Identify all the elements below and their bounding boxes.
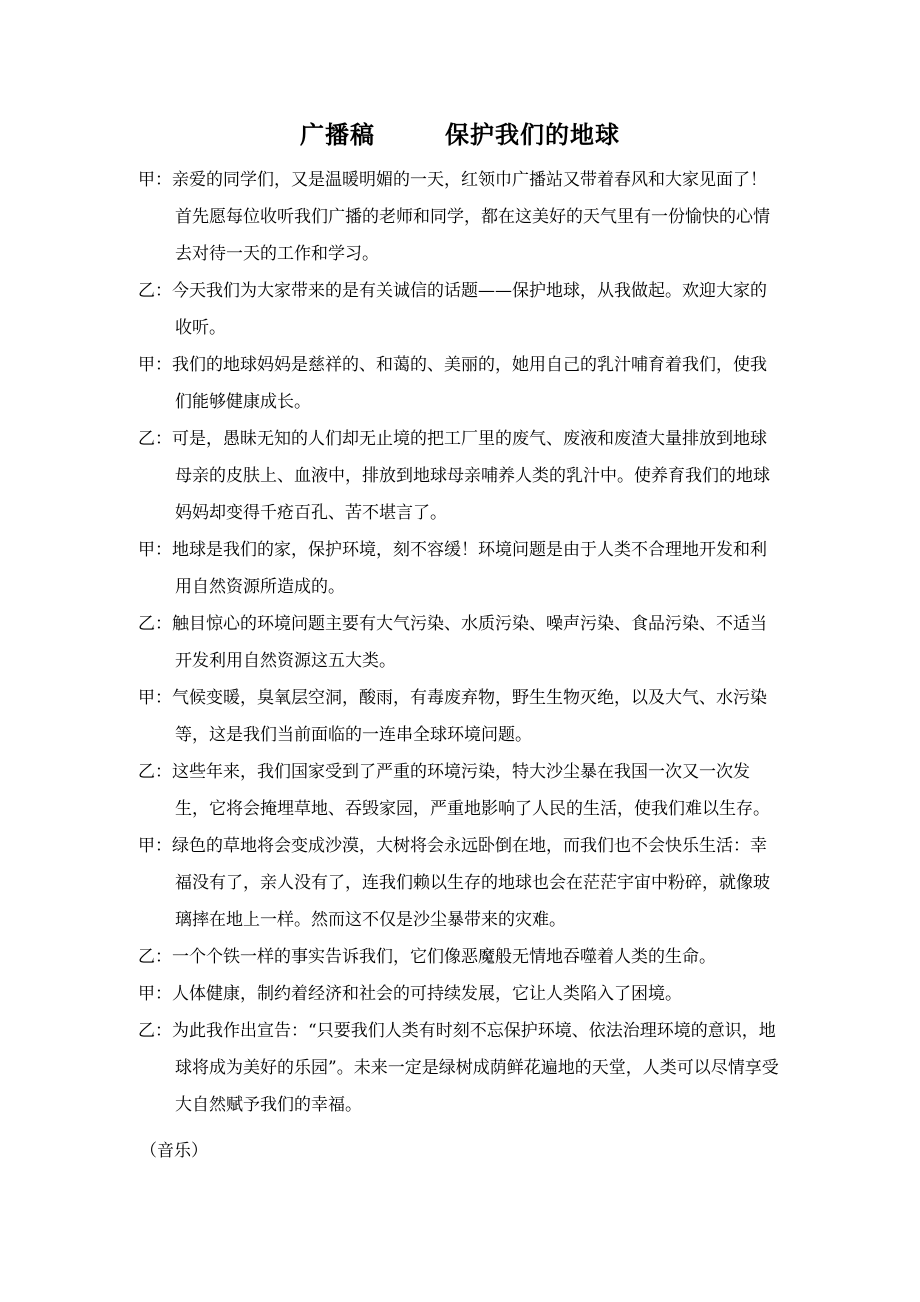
dialogue-line bbox=[138, 680, 783, 754]
music-note: （音乐） bbox=[140, 1141, 208, 1161]
speaker-label: 甲： bbox=[138, 984, 172, 1004]
dialogue-text: 气候变暖，臭氧层空洞，酸雨，有毒废弃物，野生生物灭绝，以及大气、水污染等，这是我们当前面临的一连串全球环境问题。 bbox=[172, 688, 767, 745]
dialogue-text: 今天我们为大家带来的是有关诚信的话题——保护地球，从我做起。欢迎大家的收听。 bbox=[172, 281, 767, 338]
dialogue-line bbox=[138, 1013, 783, 1124]
speaker-label: 乙： bbox=[138, 614, 172, 634]
dialogue-text: 这些年来，我们国家受到了严重的环境污染，特大沙尘暴在我国一次又一次发生，它将会掩埋草地、吞毁家园，严重地影响了人民的生活，使我们难以生存。 bbox=[172, 762, 770, 819]
dialogue-line bbox=[138, 976, 783, 1013]
speaker-label: 乙： bbox=[138, 947, 172, 967]
speaker-label: 甲： bbox=[138, 170, 172, 190]
page-title bbox=[0, 118, 920, 152]
speaker-label: 甲： bbox=[138, 836, 172, 856]
speaker-label: 甲： bbox=[138, 688, 172, 708]
title-broadcast-script: 广播稿 bbox=[300, 120, 375, 149]
speaker-label: 乙： bbox=[138, 281, 172, 301]
dialogue-line bbox=[138, 606, 783, 680]
speaker-label: 乙： bbox=[138, 429, 172, 449]
dialogue-text: 亲爱的同学们，又是温暖明媚的一天，红领巾广播站又带着春风和大家见面了！首先愿每位收听我们广播的老师和同学，都在这美好的天气里有一份愉快的心情去对待一天的工作和学习。 bbox=[172, 170, 770, 264]
dialogue-line bbox=[138, 939, 783, 976]
dialogue-text: 可是，愚昧无知的人们却无止境的把工厂里的废气、废液和废渣大量排放到地球母亲的皮肤上、血液中，排放到地球母亲哺养人类的乳汁中。使养育我们的地球妈妈却变得千疮百孔、苦不堪言了。 bbox=[172, 429, 770, 523]
dialogue-text: 绿色的草地将会变成沙漠，大树将会永远卧倒在地，而我们也不会快乐生活：幸福没有了，亲人没有了，连我们赖以生存的地球也会在茫茫宇宙中粉碎，就像玻璃摔在地上一样。然而这不仅是沙尘暴带来的灾难。 bbox=[172, 836, 770, 930]
dialogue-line bbox=[138, 754, 783, 828]
speaker-label: 甲： bbox=[138, 540, 172, 560]
speaker-label: 甲： bbox=[138, 355, 172, 375]
speaker-label: 乙： bbox=[138, 1021, 172, 1041]
speaker-label: 乙： bbox=[138, 762, 172, 782]
dialogue-line bbox=[138, 273, 783, 347]
dialogue-line bbox=[138, 828, 783, 939]
dialogue-line bbox=[138, 347, 783, 421]
dialogue-body bbox=[138, 162, 783, 1124]
dialogue-text: 我们的地球妈妈是慈祥的、和蔼的、美丽的，她用自己的乳汁哺育着我们，使我们能够健康成长。 bbox=[172, 355, 767, 412]
dialogue-text: 触目惊心的环境问题主要有大气污染、水质污染、噪声污染、食品污染、不适当开发利用自然资源这五大类。 bbox=[172, 614, 767, 671]
dialogue-line bbox=[138, 532, 783, 606]
dialogue-text: 人体健康，制约着经济和社会的可持续发展，它让人类陷入了困境。 bbox=[172, 984, 682, 1004]
dialogue-text: 一个个铁一样的事实告诉我们，它们像恶魔般无情地吞噬着人类的生命。 bbox=[172, 947, 716, 967]
dialogue-line bbox=[138, 162, 783, 273]
dialogue-text: 为此我作出宣告：“只要我们人类有时刻不忘保护环境、依法治理环境的意识，地球将成为美好的乐园”。未来一定是绿树成荫鲜花遍地的天堂，人类可以尽情享受大自然赋予我们的幸福。 bbox=[172, 1021, 779, 1115]
title-protect-earth: 保护我们的地球 bbox=[445, 120, 620, 149]
dialogue-text: 地球是我们的家，保护环境，刻不容缓！环境问题是由于人类不合理地开发和利用自然资源所造成的。 bbox=[172, 540, 767, 597]
dialogue-line bbox=[138, 421, 783, 532]
